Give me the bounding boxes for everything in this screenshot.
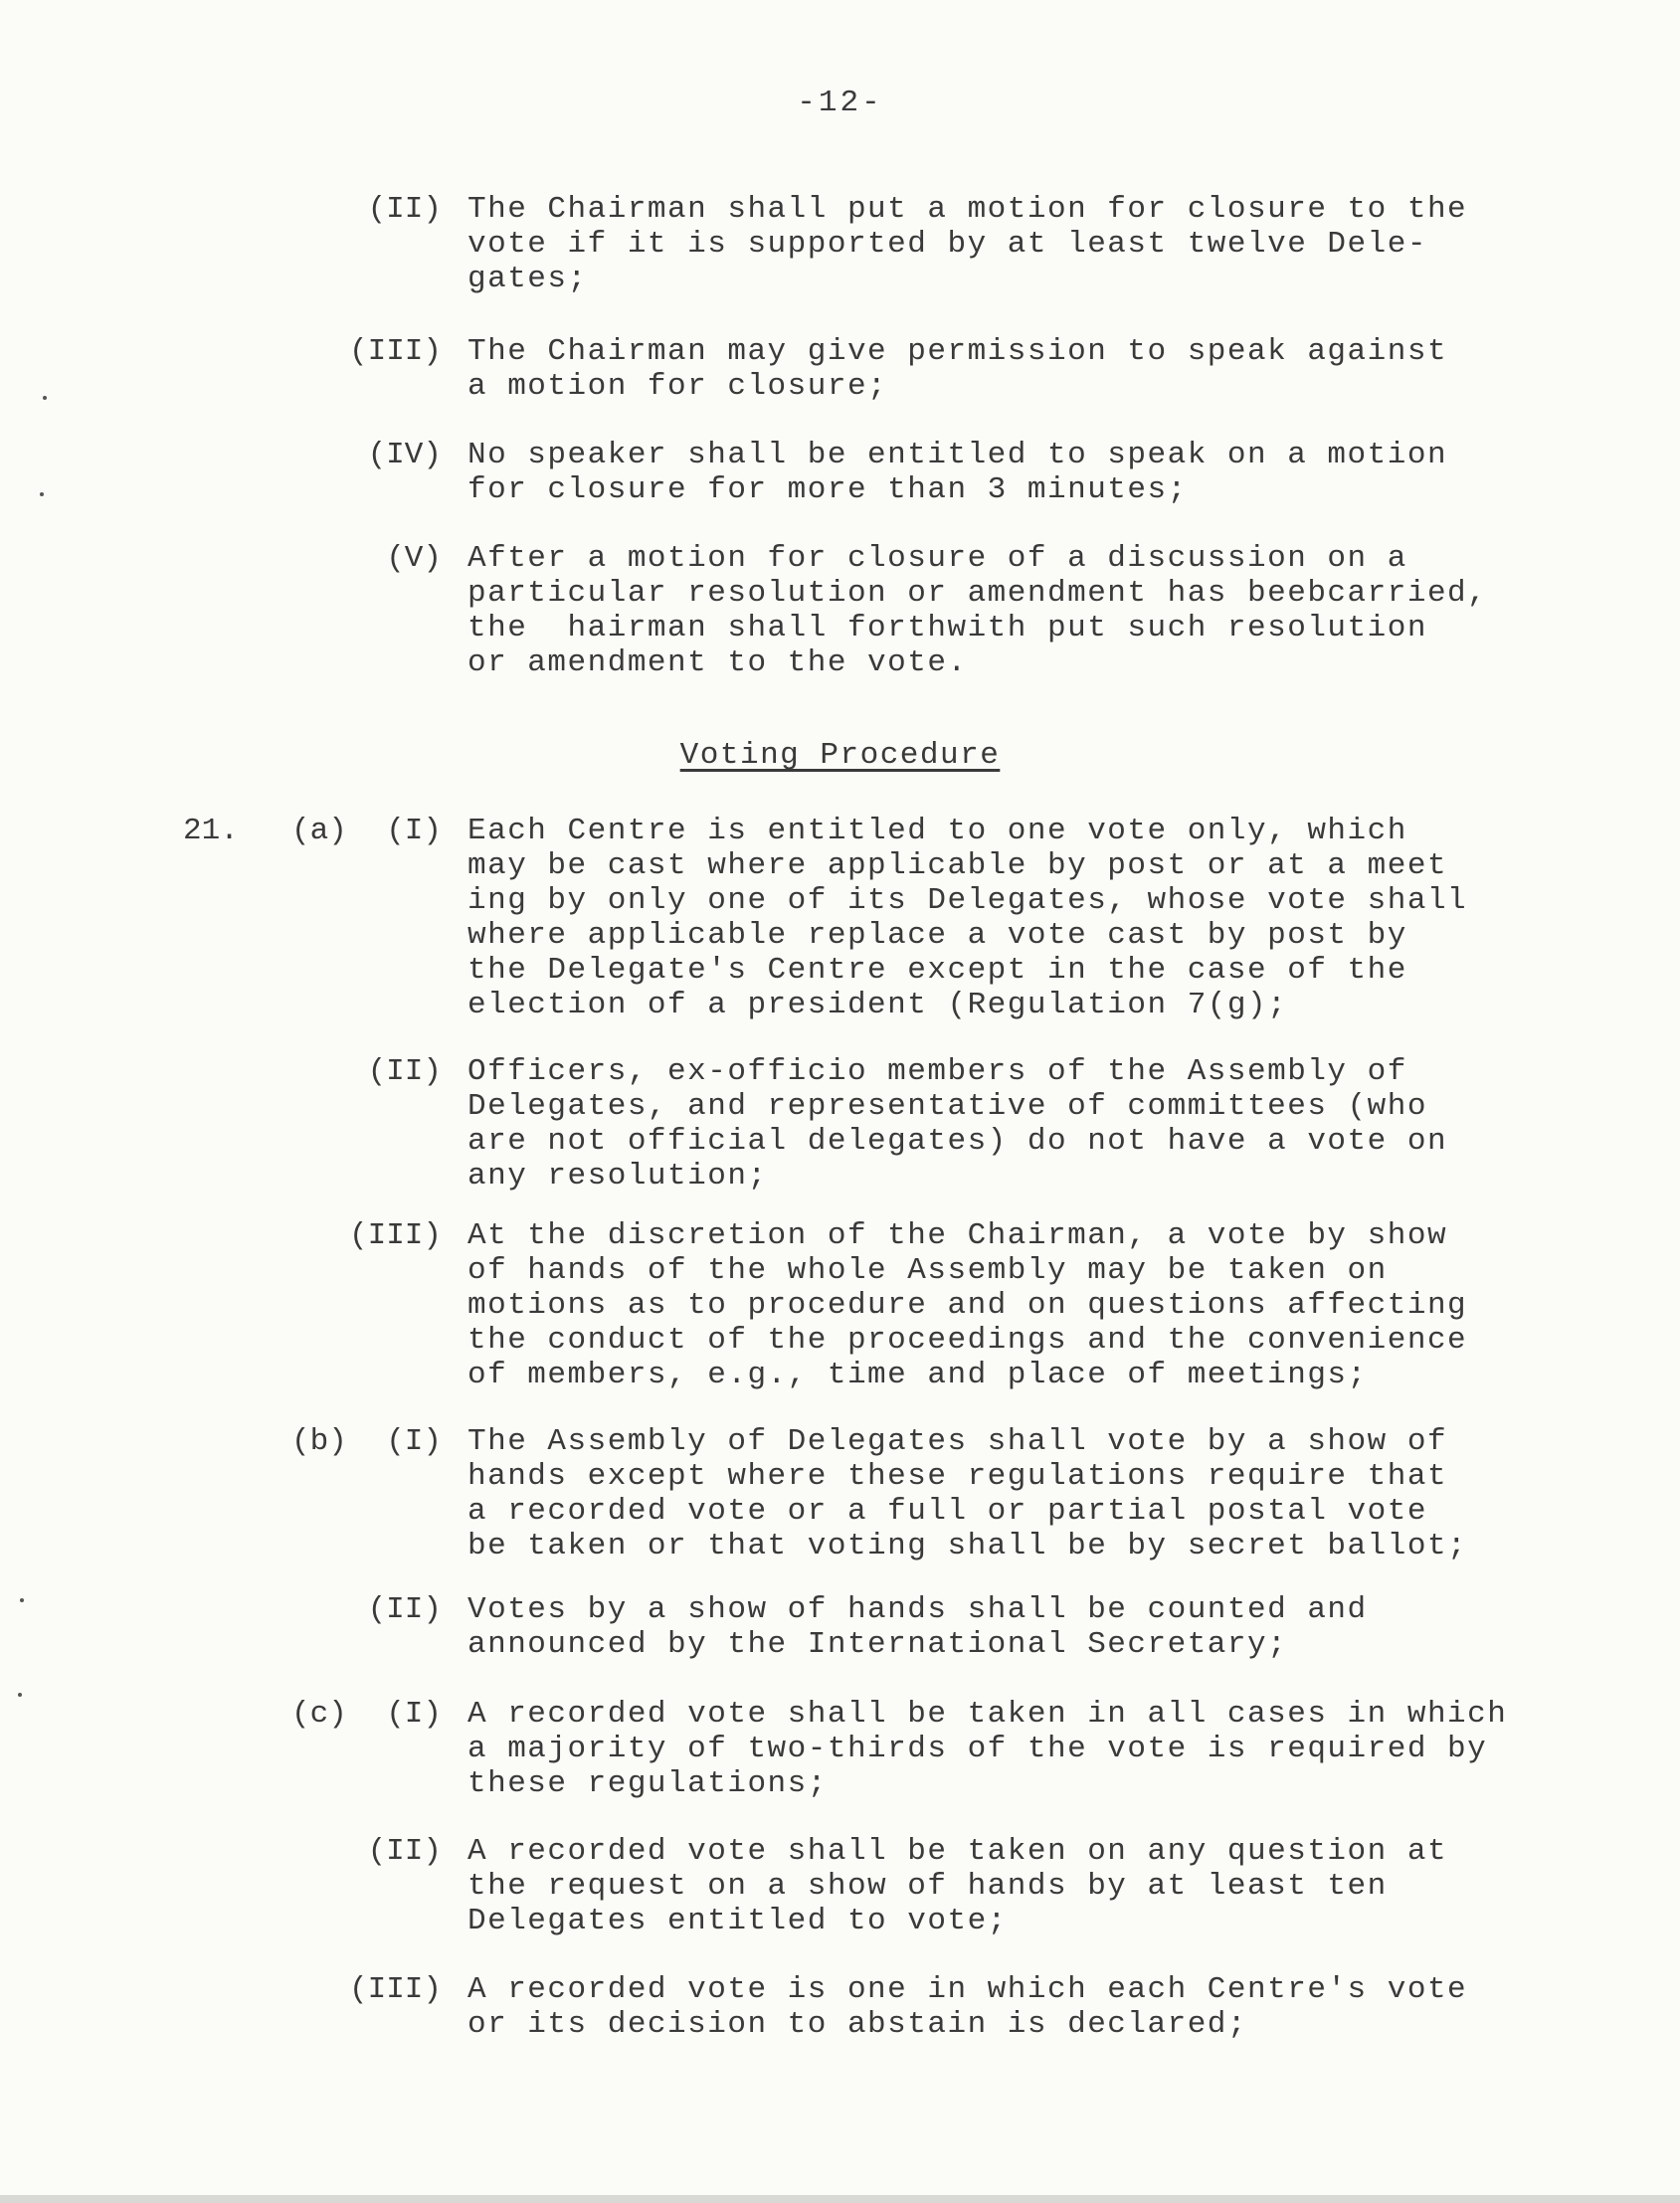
item-label: (I): [386, 1697, 442, 1732]
paragraph-a-item-i: [386, 814, 1522, 1022]
item-text: The Chairman shall put a motion for closure to the vote if it is supported by at least twelve Dele- gates;: [467, 192, 1468, 296]
paragraph-a-item-ii: [367, 1054, 1522, 1193]
paragraph-c-item-iii: [348, 1972, 1522, 2042]
item-label: (IV): [367, 438, 442, 472]
item-label: (V): [386, 541, 442, 576]
regulation-number: 21.: [183, 814, 239, 848]
item-label: (II): [367, 1592, 442, 1627]
item-text: Officers, ex-officio members of the Assembly of Delegates, and representative of committees (who are not official delegates) do not have a vote on any resolution;: [467, 1054, 1448, 1193]
section-heading-text: Voting Procedure: [679, 738, 1001, 773]
item-text: The Chairman may give permission to speak against a motion for closure;: [467, 334, 1448, 404]
item-text: At the discretion of the Chairman, a vote by show of hands of the whole Assembly may be taken on motions as to procedure and on questions affecting the conduct of the proceedings and the convenience of members, e.g., time and place of meetings;: [467, 1218, 1468, 1392]
item-label: (III): [348, 1218, 442, 1253]
page-number: -12-: [797, 86, 883, 120]
item-label: (III): [348, 334, 442, 369]
scan-speck: [20, 1598, 24, 1602]
item-label: (I): [386, 1424, 442, 1459]
item-text: Votes by a show of hands shall be counted and announced by the International Secretary;: [467, 1592, 1368, 1662]
paragraph-a-item-iii: [348, 1218, 1522, 1392]
closure-item-iv: [367, 438, 1522, 507]
item-label: (III): [348, 1972, 442, 2007]
closure-item-ii: [367, 192, 1522, 296]
item-text: A recorded vote is one in which each Centre's vote or its decision to abstain is declared;: [467, 1972, 1468, 2042]
item-label: (II): [367, 1834, 442, 1869]
item-label: (I): [386, 814, 442, 848]
section-heading: [0, 738, 1680, 773]
item-text: The Assembly of Delegates shall vote by a show of hands except where these regulations require that a recorded vote or a full or partial postal vote be taken or that voting shall be by secret ballot;: [467, 1424, 1468, 1563]
scan-speck: [40, 492, 44, 496]
closure-item-iii: [348, 334, 1522, 404]
scan-speck: [43, 396, 47, 400]
paragraph-letter-c: (c): [291, 1697, 347, 1732]
paragraph-b-item-ii: [367, 1592, 1522, 1662]
item-text: A recorded vote shall be taken in all cases in which a majority of two-thirds of the vote is required by these regulations;: [467, 1697, 1508, 1801]
item-text: After a motion for closure of a discussion on a particular resolution or amendment has beebcarried, the hairman shall forthwith put such resolution or amendment to the vote.: [467, 541, 1488, 680]
closure-item-v: [386, 541, 1522, 680]
item-label: (II): [367, 1054, 442, 1089]
paragraph-c-item-i: [386, 1697, 1522, 1801]
paragraph-c-item-ii: [367, 1834, 1522, 1938]
item-text: No speaker shall be entitled to speak on a motion for closure for more than 3 minutes;: [467, 438, 1448, 507]
scan-edge: [0, 2195, 1680, 2203]
paragraph-letter-b: (b): [291, 1424, 347, 1459]
item-text: Each Centre is entitled to one vote only, which may be cast where applicable by post or at a meet ing by only one of its Delegates, whose vote shall where applicable replace a vote cast by post by the Delegate's Centre except in the case of the election of a president (Regulation 7(g);: [467, 814, 1468, 1022]
item-text: A recorded vote shall be taken on any question at the request on a show of hands by at least ten Delegates entitled to vote;: [467, 1834, 1448, 1938]
paragraph-b-item-i: [386, 1424, 1522, 1563]
scan-speck: [18, 1693, 22, 1697]
paragraph-letter-a: (a): [291, 814, 347, 848]
item-label: (II): [367, 192, 442, 227]
